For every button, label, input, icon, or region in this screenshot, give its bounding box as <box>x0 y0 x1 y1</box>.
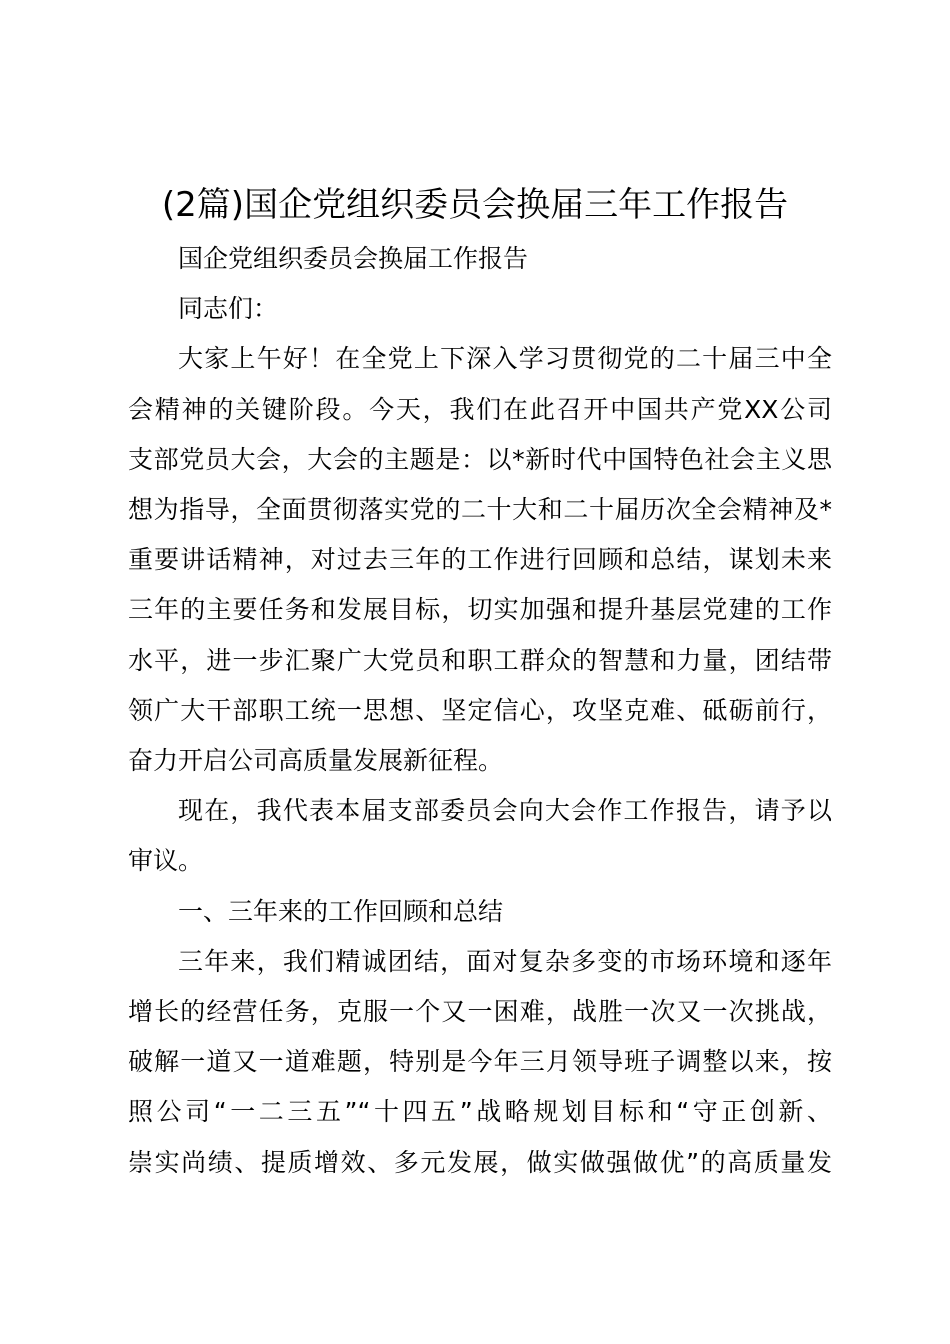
body-line: 破解一道又一道难题，特别是今年三月领导班子调整以来，按 <box>128 1047 832 1077</box>
document-title: (2篇)国企党组织委员会换届三年工作报告 <box>161 185 789 225</box>
body-line: 一、三年来的工作回顾和总结 <box>178 896 504 926</box>
body-line: 领广大干部职工统一思想、坚定信心，攻坚克难、砥砺前行， <box>128 695 832 725</box>
body-line: 现在，我代表本届支部委员会向大会作工作报告，请予以 <box>178 796 832 826</box>
body-line: 重要讲话精神，对过去三年的工作进行回顾和总结，谋划未来 <box>128 545 832 575</box>
body-line: 国企党组织委员会换届工作报告 <box>178 244 529 273</box>
body-line: 三年的主要任务和发展目标，切实加强和提升基层党建的工作 <box>128 595 832 625</box>
body-line: 三年来，我们精诚团结，面对复杂多变的市场环境和逐年 <box>178 946 832 976</box>
body-line: 想为指导，全面贯彻落实党的二十大和二十届历次全会精神及* <box>128 495 832 524</box>
body-line: 增长的经营任务，克服一个又一困难，战胜一次又一次挑战， <box>128 997 832 1026</box>
body-line: 审议。 <box>128 846 204 876</box>
body-line: 奋力开启公司高质量发展新征程。 <box>128 746 504 775</box>
body-line: 同志们： <box>178 294 279 324</box>
body-line: 崇实尚绩、提质增效、多元发展，做实做强做优”的高质量发 <box>128 1147 832 1177</box>
body-line: 支部党员大会，大会的主题是：以*新时代中国特色社会主义思 <box>128 444 832 474</box>
body-line: 大家上午好！在全党上下深入学习贯彻党的二十届三中全 <box>178 344 832 374</box>
body-line: 会精神的关键阶段。今天，我们在此召开中国共产党XX公司 <box>128 394 832 424</box>
body-line: 水平，进一步汇聚广大党员和职工群众的智慧和力量，团结带 <box>128 645 832 675</box>
body-line: 照公司“一二三五”“十四五”战略规划目标和“守正创新、 <box>128 1097 832 1127</box>
